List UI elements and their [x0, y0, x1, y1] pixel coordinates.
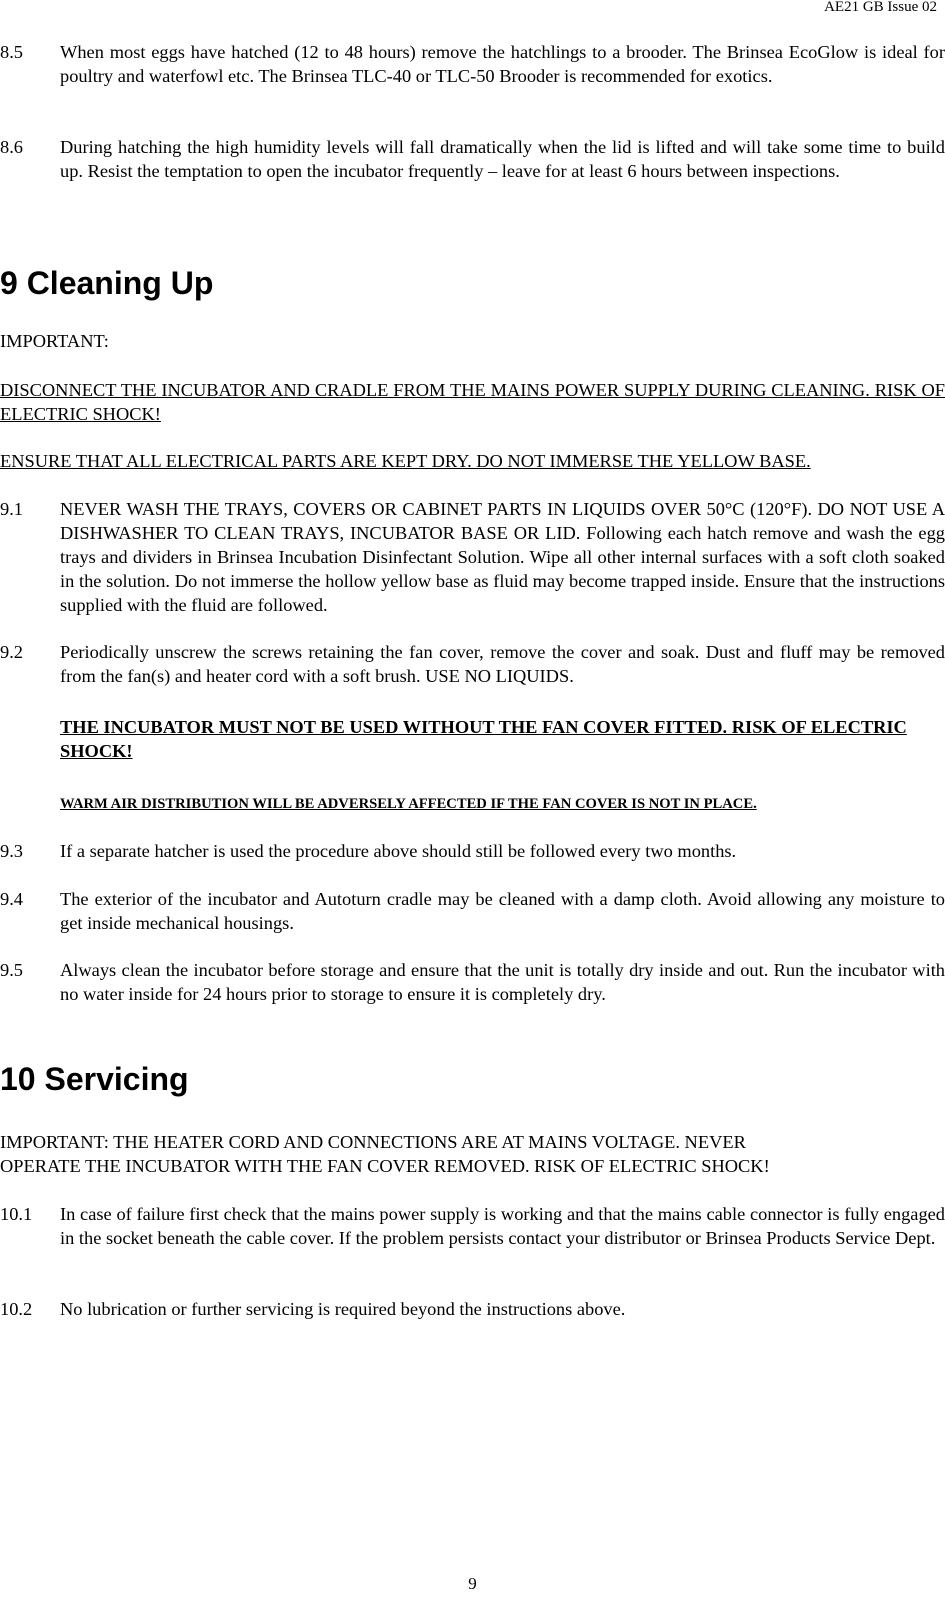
section-heading-servicing: 10 Servicing	[0, 1061, 189, 1097]
item-number: 9.5	[0, 960, 23, 980]
servicing-important-line1: IMPORTANT: THE HEATER CORD AND CONNECTIONS ARE AT MAINS VOLTAGE. NEVER	[0, 1132, 746, 1152]
item-number: 10.2	[0, 1299, 33, 1319]
item-number: 9.2	[0, 642, 23, 662]
item-text: In case of failure first check that the mains power supply is working and that the mains cable connector is fully engaged in the socket beneath the cable cover. If the problem persists contact your distributor or Brinsea Products Service Dept.	[60, 1204, 945, 1248]
item-text: Periodically unscrew the screws retaining the fan cover, remove the cover and soak. Dust and fluff may be removed from the fan(s) and heater cord with a soft brush. USE NO LIQUIDS.	[60, 642, 945, 686]
section-heading-cleaning-up: 9 Cleaning Up	[0, 265, 214, 301]
item-number: 9.1	[0, 499, 23, 519]
item-number: 8.6	[0, 137, 23, 157]
item-text: The exterior of the incubator and Autoturn cradle may be cleaned with a damp cloth. Avoid allowing any moisture to get inside mechanical housings.	[60, 889, 945, 933]
item-text: If a separate hatcher is used the procedure above should still be followed every two months.	[60, 841, 737, 861]
air-distribution-warning: WARM AIR DISTRIBUTION WILL BE ADVERSELY AFFECTED IF THE FAN COVER IS NOT IN PLACE.	[60, 796, 757, 812]
document-reference: AE21 GB Issue 02	[824, 0, 937, 15]
item-number: 10.1	[0, 1204, 33, 1224]
item-text: During hatching the high humidity levels will fall dramatically when the lid is lifted and will take some time to build up. Resist the temptation to open the incubator frequently – leave for at least 6 hours between inspections.	[60, 137, 945, 181]
item-text: NEVER WASH THE TRAYS, COVERS OR CABINET PARTS IN LIQUIDS OVER 50°C (120°F). DO NOT USE A DISHWASHER TO CLEAN TRAYS, INCUBATOR BASE OR LID. Following each hatch remove and wash the egg trays and dividers in Brinsea Incubation Disinfectant Solution. Wipe all other internal surfaces with a soft cloth soaked in the solution. Do not immerse the hollow yellow base as fluid may become trapped inside. Ensure that the instructions supplied with the fluid are followed.	[60, 499, 945, 615]
fan-cover-warning: THE INCUBATOR MUST NOT BE USED WITHOUT THE FAN COVER FITTED. RISK OF ELECTRIC SHOCK!	[60, 717, 907, 761]
item-text: No lubrication or further servicing is required beyond the instructions above.	[60, 1299, 626, 1319]
item-text: Always clean the incubator before storage and ensure that the unit is totally dry inside and out. Run the incubator with no water inside for 24 hours prior to storage to ensure it is completely dry.	[60, 960, 945, 1004]
warning-disconnect: DISCONNECT THE INCUBATOR AND CRADLE FROM THE MAINS POWER SUPPLY DURING CLEANING. RISK OF ELECTRIC SHOCK!	[0, 380, 945, 424]
item-number: 9.4	[0, 889, 23, 909]
item-number: 9.3	[0, 841, 23, 861]
item-number: 8.5	[0, 42, 23, 62]
warning-keep-dry: ENSURE THAT ALL ELECTRICAL PARTS ARE KEPT DRY. DO NOT IMMERSE THE YELLOW BASE.	[0, 451, 811, 471]
important-label: IMPORTANT:	[0, 331, 109, 351]
servicing-important-line2: OPERATE THE INCUBATOR WITH THE FAN COVER REMOVED. RISK OF ELECTRIC SHOCK!	[0, 1156, 770, 1176]
item-text: When most eggs have hatched (12 to 48 hours) remove the hatchlings to a brooder. The Brinsea EcoGlow is ideal for poultry and waterfowl etc. The Brinsea TLC-40 or TLC-50 Brooder is recommended for exotics.	[60, 42, 945, 86]
page-number: 9	[468, 1574, 477, 1593]
